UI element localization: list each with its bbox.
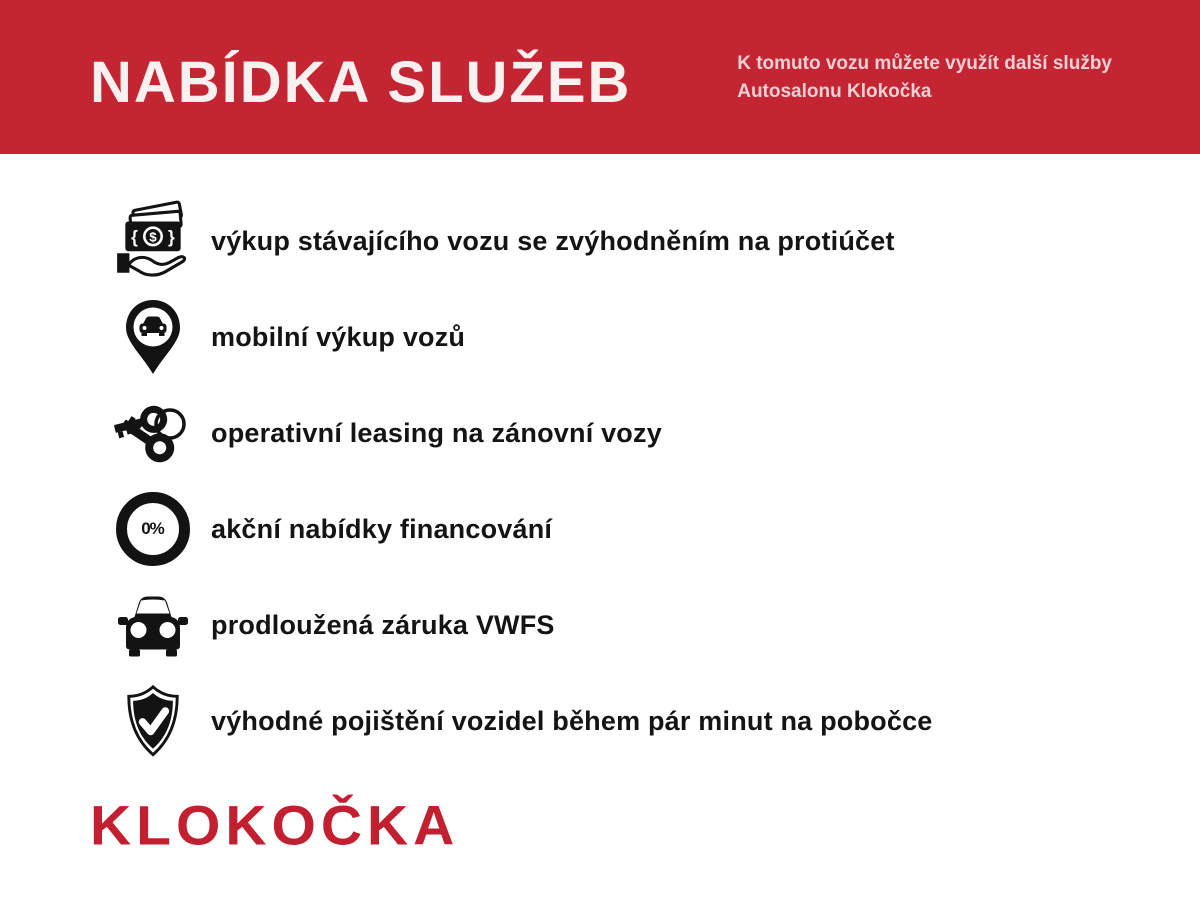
service-row-trade-in bbox=[0, 193, 1200, 289]
service-row-insurance bbox=[0, 673, 1200, 769]
service-row-leasing bbox=[0, 385, 1200, 481]
service-label: mobilní výkup vozů bbox=[211, 321, 466, 352]
service-label: akční nabídky financování bbox=[211, 513, 553, 544]
service-label: prodloužená záruka VWFS bbox=[211, 609, 555, 640]
header-subtitle bbox=[737, 48, 1112, 106]
header-subtitle-line2: Autosalonu Klokočka bbox=[737, 81, 932, 102]
car-location-pin-icon bbox=[110, 297, 195, 377]
shield-check-icon bbox=[110, 683, 195, 759]
service-row-warranty bbox=[0, 577, 1200, 673]
zero-percent-label: 0% bbox=[141, 519, 164, 538]
service-row-mobile-buyout bbox=[0, 289, 1200, 385]
svg-text:{: { bbox=[130, 227, 138, 248]
service-label: výhodné pojištění vozidel během pár minut na pobočce bbox=[211, 705, 933, 736]
service-label: operativní leasing na zánovní vozy bbox=[211, 417, 662, 448]
car-keys-icon bbox=[110, 396, 195, 470]
zero-percent-icon bbox=[110, 492, 195, 566]
svg-text:$: $ bbox=[148, 229, 157, 245]
car-front-icon bbox=[110, 588, 195, 662]
klokocka-logo: KLOKOČKA bbox=[90, 794, 460, 858]
cash-in-hand-icon bbox=[110, 200, 195, 282]
page-title: NABÍDKA SLUŽEB bbox=[90, 49, 632, 115]
header bbox=[0, 0, 1200, 154]
service-row-financing bbox=[0, 481, 1200, 577]
zero-percent-ring bbox=[116, 492, 190, 566]
header-subtitle-line1: K tomuto vozu můžete využít další služby bbox=[737, 53, 1112, 74]
svg-text:}: } bbox=[167, 227, 175, 248]
service-label: výkup stávajícího vozu se zvýhodněním na protiúčet bbox=[211, 225, 895, 256]
service-list bbox=[0, 193, 1200, 769]
